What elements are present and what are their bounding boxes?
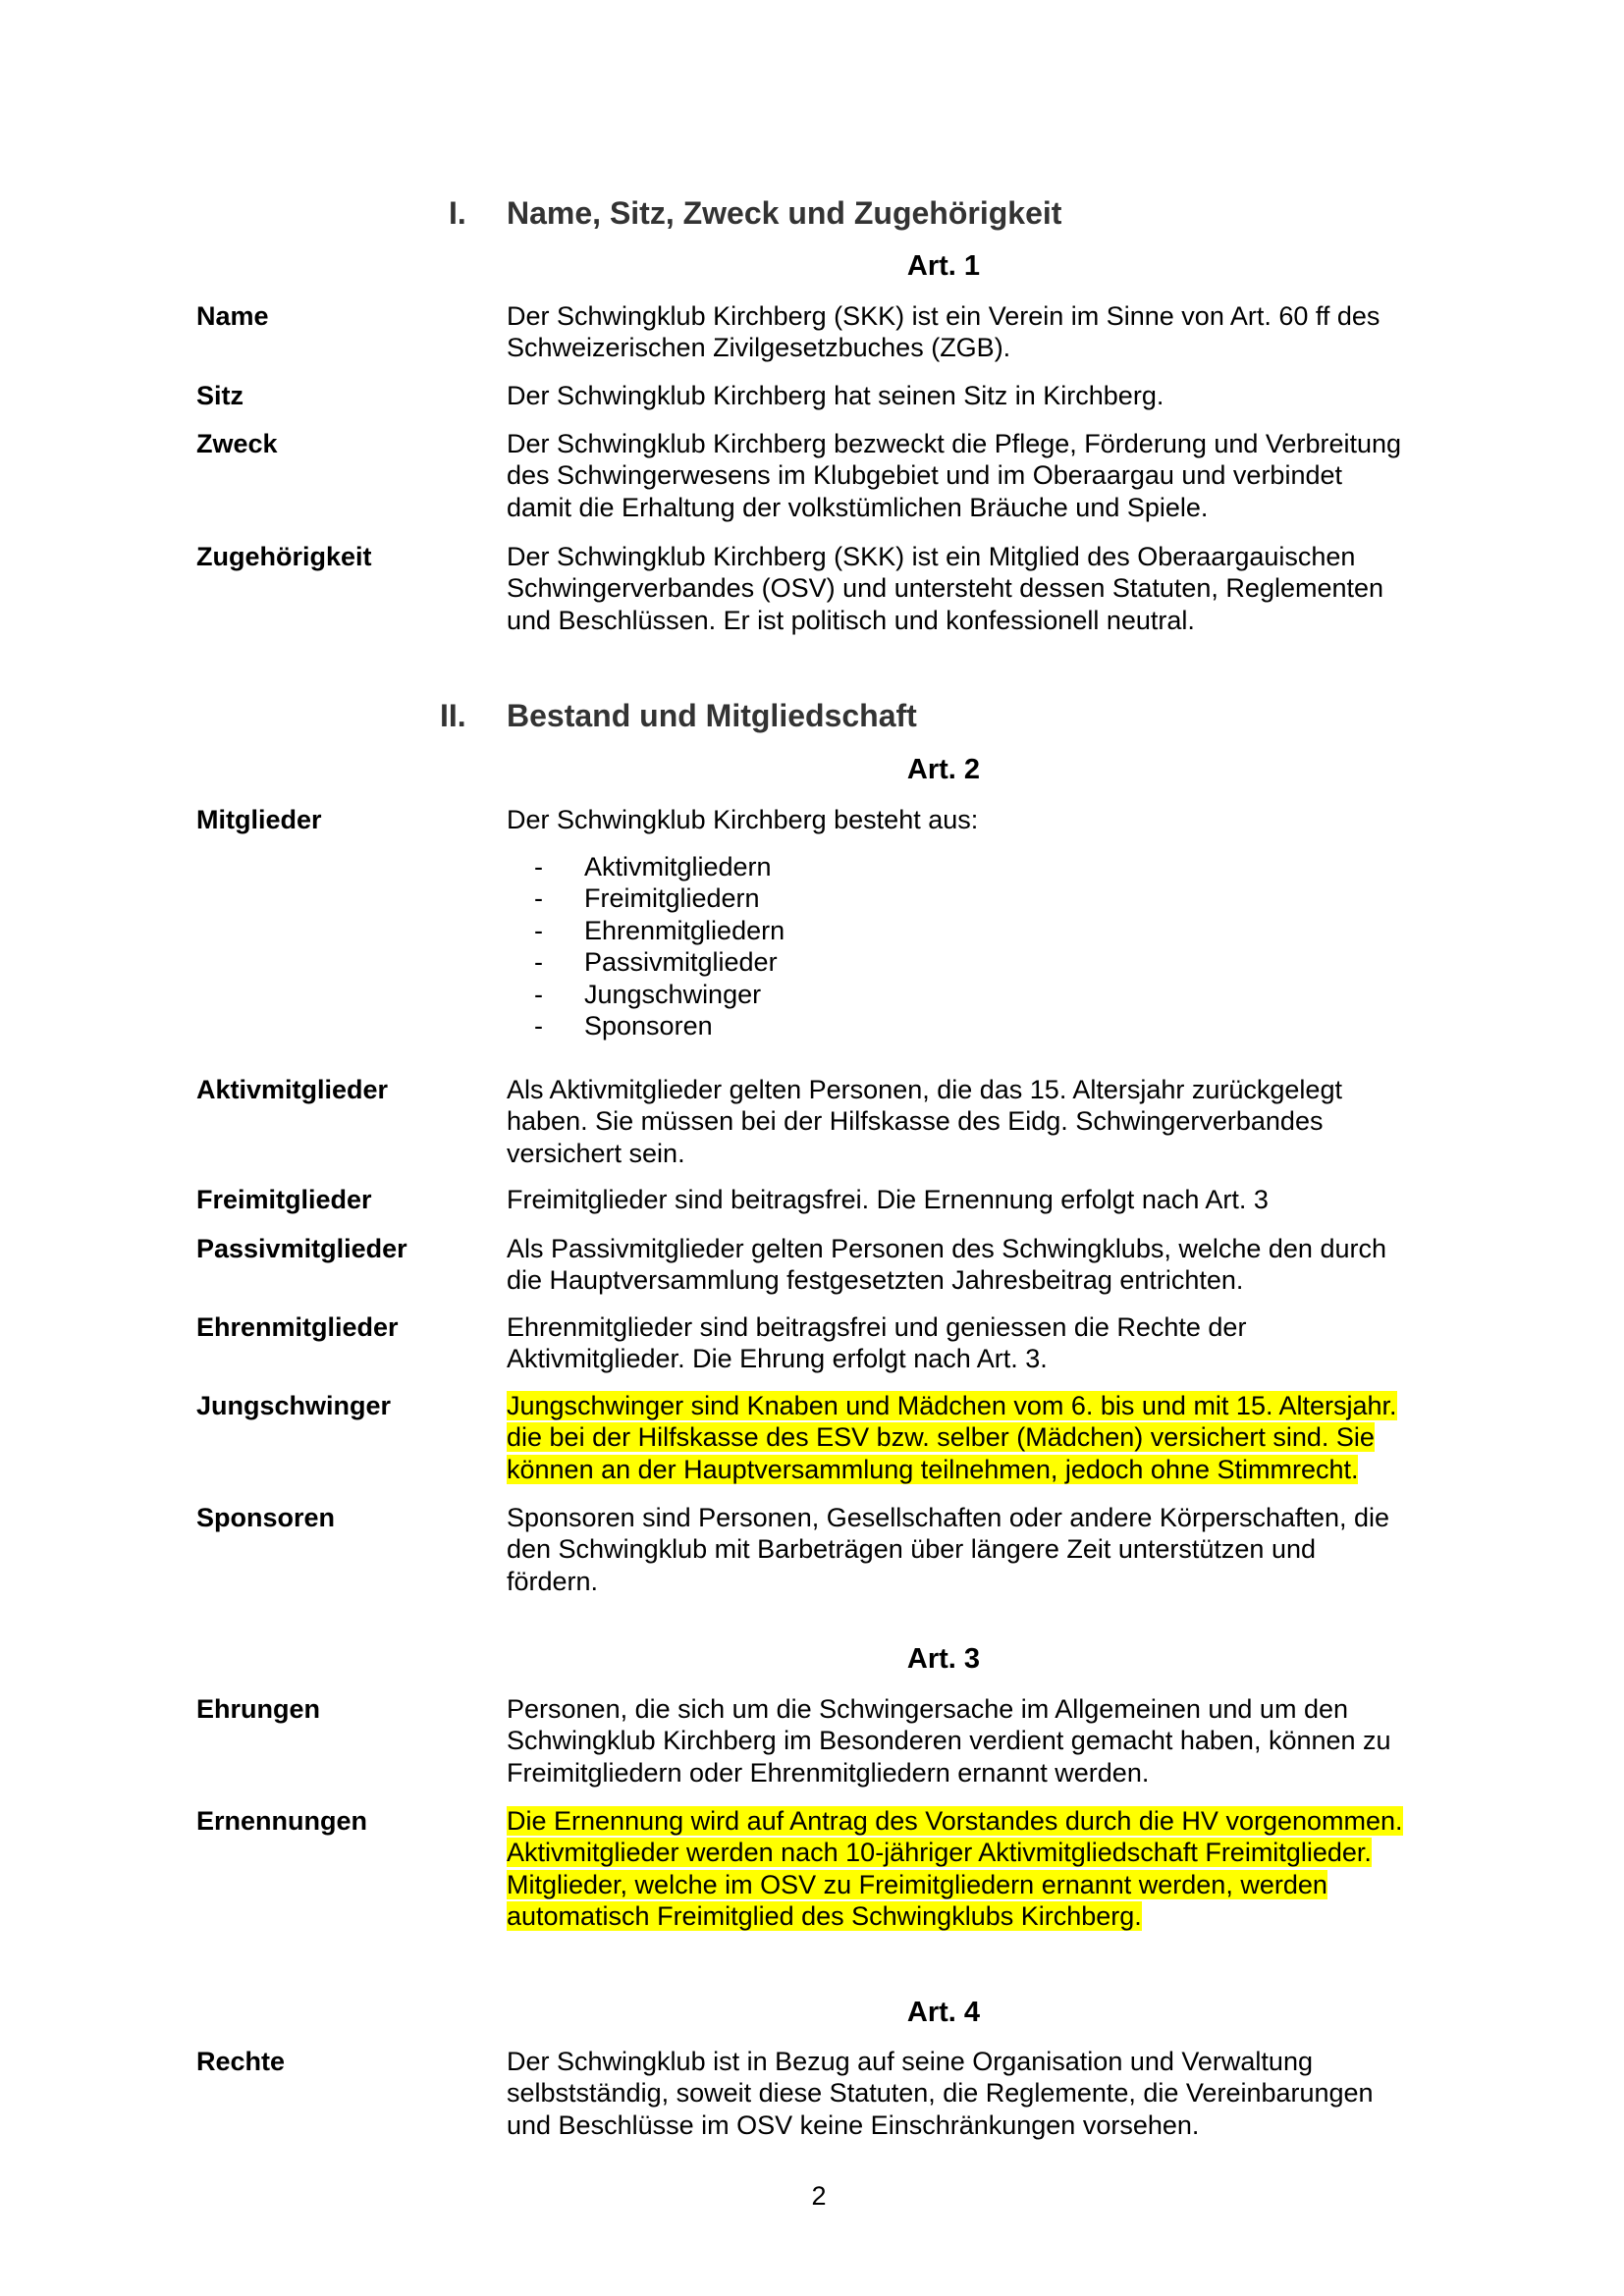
entry-text [507,541,1383,636]
entry-text [507,380,1164,411]
text: Als Passivmitglieder gelten Personen des Schwingklubs, welche den durch [507,1234,1386,1263]
text: Freimitglieder sind beitragsfrei. Die Ernennung erfolgt nach Art. 3 [507,1185,1269,1214]
text: Der Schwingklub ist in Bezug auf seine Organisation und Verwaltung [507,2047,1313,2076]
text-line [507,1184,1269,1215]
entry-label: Sponsoren [196,1503,336,1532]
highlighted-text: die bei der Hilfskasse des ESV bzw. selber (Mädchen) versichert sind. Sie [507,1422,1375,1453]
highlighted-text: automatisch Freimitglied des Schwingklubs Kirchberg. [507,1901,1142,1932]
highlighted-text: Die Ernennung wird auf Antrag des Vorstandes durch die HV vorgenommen. [507,1806,1403,1836]
entry-text [507,1390,1397,1485]
text: Der Schwingklub Kirchberg hat seinen Sitz in Kirchberg. [507,381,1164,410]
entry-text [507,300,1380,364]
text-line [507,1454,1397,1485]
entry-label: Ernennungen [196,1806,367,1836]
entry-label: Freimitglieder [196,1185,372,1214]
text-line [507,300,1380,332]
text-line [507,1138,1342,1169]
text: Schweizerischen Zivilgesetzbuches (ZGB). [507,333,1011,363]
article-heading: Art. 2 [906,754,981,785]
text: und Beschlüssen. Er ist politisch und konfessionell neutral. [507,605,1195,635]
list-bullet: - [534,883,543,914]
text: versichert sein. [507,1138,685,1168]
text-line [507,1900,1403,1932]
text: die Hauptversammlung festgesetzten Jahresbeitrag entrichten. [507,1265,1244,1296]
entry-text [507,1074,1342,1169]
entry-label: Name [196,301,269,331]
text: Personen, die sich um die Schwingersache im Allgemeinen und um den [507,1694,1348,1724]
text: damit die Erhaltung der volkstümlichen Bräuche und Spiele. [507,492,1209,522]
text-line [507,1869,1403,1900]
text: des Schwingerwesens im Klubgebiet und im Oberaargau und verbindet [507,460,1343,491]
text-line [507,1533,1389,1565]
entry-text [507,428,1401,523]
text-line [507,380,1164,411]
highlighted-text: Aktivmitglieder werden nach 10-jähriger Aktivmitgliedschaft Freimitglieder. [507,1838,1372,1868]
text-line [507,492,1401,523]
entry-label: Zugehörigkeit [196,542,372,571]
entry-label: Mitglieder [196,805,322,834]
list-bullet: - [534,1011,543,1041]
text: und Beschlüsse im OSV keine Einschränkungen vorsehen. [507,2109,1200,2140]
text-line [507,1837,1403,1868]
text-line [507,2109,1374,2141]
entry-label: Aktivmitglieder [196,1075,389,1104]
entry-label: Passivmitglieder [196,1234,407,1263]
text-line [507,1725,1391,1756]
entry-text [507,2046,1374,2141]
entry-text [507,1805,1403,1933]
list-bullet: - [534,915,543,945]
text-line [507,1502,1389,1533]
text-line [507,2046,1374,2077]
text-line [507,1757,1391,1789]
article-heading: Art. 4 [906,1997,981,2028]
article-heading: Art. 3 [906,1643,981,1675]
list-item: Sponsoren [584,1011,713,1041]
text-line [507,1805,1403,1837]
entry-label: Jungschwinger [196,1391,392,1420]
highlighted-text: können an der Hauptversammlung teilnehmen, jedoch ohne Stimmrecht. [507,1454,1359,1484]
text: Der Schwingklub Kirchberg besteht aus: [507,805,979,834]
page-number: 2 [811,2181,827,2211]
text-line [507,1343,1246,1374]
text-line [507,605,1383,636]
text-line [507,1074,1342,1105]
text: haben. Sie müssen bei der Hilfskasse des Eidg. Schwingerverbandes [507,1106,1324,1137]
text: Sponsoren sind Personen, Gesellschaften oder andere Körperschaften, die [507,1503,1390,1532]
highlighted-text: Jungschwinger sind Knaben und Mädchen vom 6. bis und mit 15. Altersjahr. [507,1391,1397,1420]
text-line [507,804,978,835]
text: Ehrenmitglieder sind beitragsfrei und geniessen die Rechte der [507,1312,1247,1342]
text-line [507,2077,1374,2109]
text: Der Schwingklub Kirchberg (SKK) ist ein Mitglied des Oberaargauischen [507,542,1356,571]
text: Schwingerverbandes (OSV) und untersteht dessen Statuten, Reglementen [507,573,1384,604]
highlighted-text: Mitglieder, welche im OSV zu Freimitgliedern ernannt werden, werden [507,1869,1327,1899]
entry-text [507,1502,1389,1597]
article-heading: Art. 1 [906,250,981,282]
text: fördern. [507,1566,599,1596]
section-number: I. [449,195,466,231]
entry-label: Sitz [196,381,244,410]
text-line [507,1421,1397,1453]
text: Freimitgliedern oder Ehrenmitgliedern ernannt werden. [507,1757,1150,1788]
text: selbstständig, soweit diese Statuten, die Reglemente, die Vereinbarungen [507,2078,1374,2109]
list-bullet: - [534,947,543,978]
text: Der Schwingklub Kirchberg bezweckt die Pflege, Förderung und Verbreitung [507,429,1402,458]
text-line [507,332,1380,363]
text-line [507,1390,1397,1421]
text-line [507,1105,1342,1137]
entry-label: Ehrungen [196,1694,320,1724]
text: Schwingklub Kirchberg im Besonderen verdient gemacht haben, können zu [507,1726,1391,1756]
list-item: Freimitgliedern [584,883,760,914]
entry-text [507,1233,1386,1297]
text-line [507,1566,1389,1597]
section-title: Bestand und Mitgliedschaft [507,698,917,733]
text-line [507,428,1401,459]
entry-label: Rechte [196,2047,286,2076]
entry-label: Zweck [196,429,278,458]
list-item: Jungschwinger [584,979,762,1009]
section-title: Name, Sitz, Zweck und Zugehörigkeit [507,195,1062,231]
text: Als Aktivmitglieder gelten Personen, die das 15. Altersjahr zurückgelegt [507,1075,1342,1104]
section-number: II. [440,698,466,733]
entry-text [507,1184,1269,1215]
text-line [507,541,1383,572]
list-item: Aktivmitgliedern [584,852,772,881]
entry-text [507,804,978,835]
entry-text [507,1311,1246,1375]
text-line [507,459,1401,491]
text: den Schwingklub mit Barbeträgen über längere Zeit unterstützen und [507,1534,1317,1565]
entry-label: Ehrenmitglieder [196,1312,399,1342]
text-line [507,572,1383,604]
entry-text [507,1693,1391,1789]
text-line [507,1233,1386,1264]
text: Aktivmitglieder. Die Ehrung erfolgt nach Art. 3. [507,1344,1048,1374]
text-line [507,1693,1391,1725]
list-item: Passivmitglieder [584,947,778,978]
text-line [507,1264,1386,1296]
text-line [507,1311,1246,1343]
list-bullet: - [534,852,543,881]
list-item: Ehrenmitgliedern [584,915,785,945]
text: Der Schwingklub Kirchberg (SKK) ist ein Verein im Sinne von Art. 60 ff des [507,301,1380,331]
list-bullet: - [534,979,543,1009]
